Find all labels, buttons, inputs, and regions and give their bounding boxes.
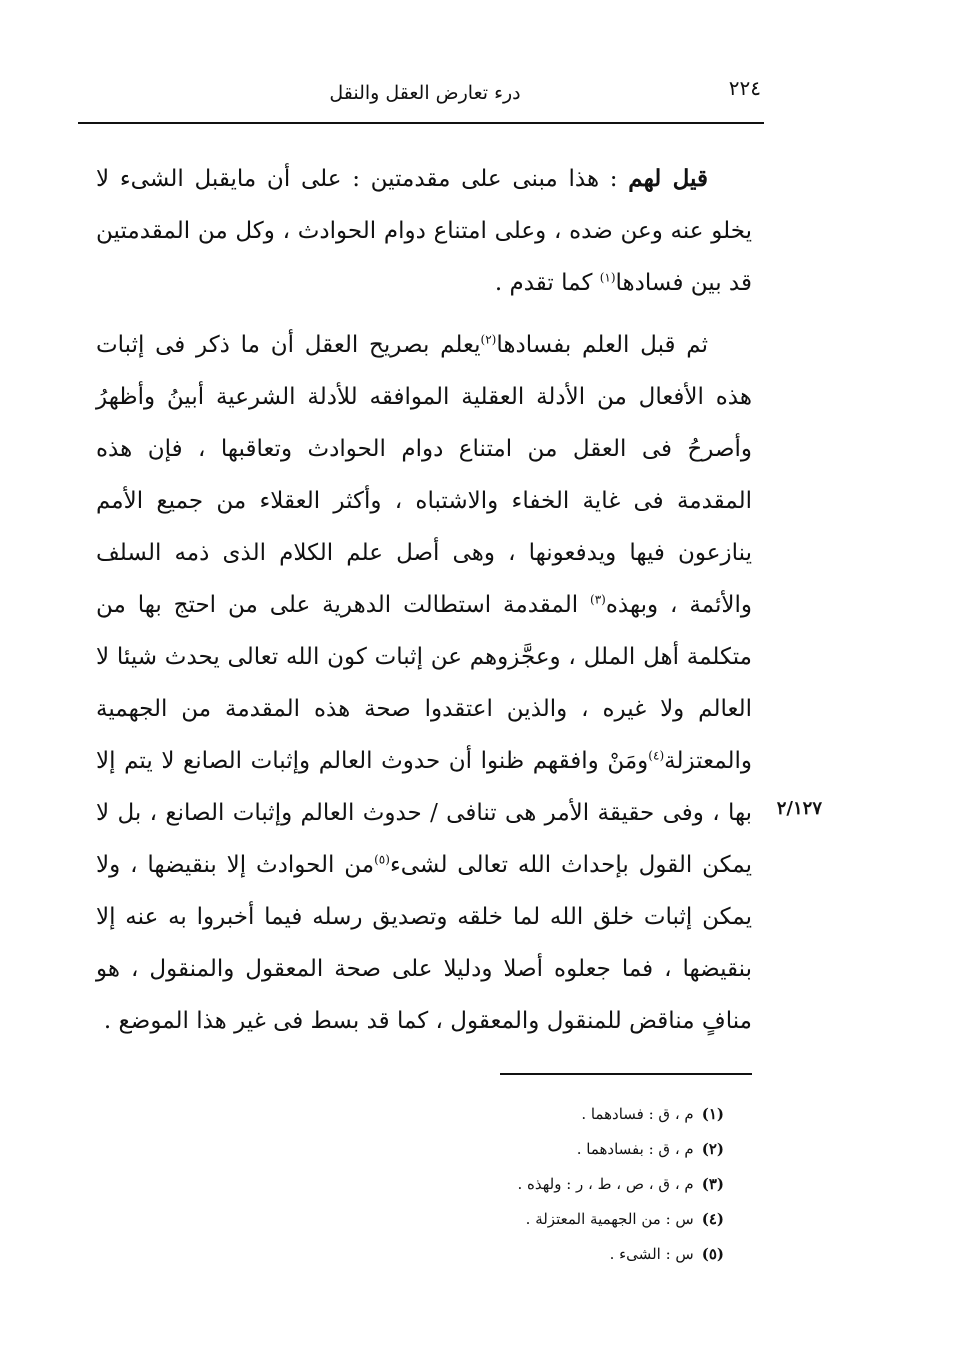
footnote-number: (١) (701, 1105, 724, 1123)
footnote-ref: (٣) (590, 592, 606, 607)
footnote (364, 1097, 724, 1132)
footnote-text: س : من الجهمية المعتزلة . (525, 1210, 694, 1228)
footnote-text: س : الشىء . (609, 1245, 694, 1263)
header-rule (78, 122, 764, 124)
footnote-text: م ، ق : فسادهما . (581, 1105, 694, 1123)
footnote-number: (٥) (701, 1245, 724, 1263)
margin-reference: ٢/١٢٧ (776, 798, 822, 819)
footnote-ref: (٥) (374, 852, 390, 867)
paragraph-text: ثم قبل العلم بفسادها (496, 332, 708, 358)
footnote (364, 1202, 724, 1237)
paragraph-text: يعلم بصريح العقل أن ما ذكر فى إثبات هذه الأفعال من الأدلة العقلية الموافقه للأدلة الشرعية أبينُ وأظهرُ وأصرحُ فى العقل من امتناع دوام الحوادث وتعاقبها ، فإن هذه المقدمة فى غاية الخفاء والاشتباه ، وأكثر العقلاء من جميع الأمم ينازعون فيها ويدفعونها ، وهى أصل علم الكلام الذى ذمه السلف والأئمة ، وبهذه (96, 332, 752, 618)
page-number: ٢٢٤ (728, 76, 761, 100)
footnote (364, 1132, 724, 1167)
body-text (96, 153, 752, 1047)
paragraph-text: : هذا مبنى على مقدمتين : على أن مايقبل الشىء لا يخلو عنه وعن ضده ، وعلى امتناع دوام الحوادث ، وكل من المقدمتين قد بين فسادها (96, 166, 752, 296)
footnote-text: م ، ق : بفسادهما . (576, 1140, 694, 1158)
footnote-ref: (٤) (648, 748, 665, 763)
footnote-text: م ، ق ، ص ، ط ، ر : ولهذه . (517, 1175, 694, 1193)
paragraph-text: كما تقدم . (494, 270, 600, 296)
footnote (364, 1167, 724, 1202)
footnote-rule (500, 1073, 752, 1075)
paragraph-text: ومَنْ وافقهم ظنوا أن حدوث العالم وإثبات الصانع لا يتم إلا بها ، وفى حقيقة الأمر هى تنافى / حدوث العالم وإثبات الصانع ، بل لا يمكن القول بإحداث الله تعالى لشىء (96, 748, 752, 878)
paragraph-2 (96, 319, 752, 1047)
footnote-number: (٤) (701, 1210, 724, 1228)
lead-word: قيل لهم (628, 165, 708, 192)
footnote-number: (٢) (701, 1140, 724, 1158)
footnotes (364, 1097, 724, 1272)
paragraph-text: المقدمة استطالت الدهرية على من احتج بها من متكلمة أهل الملل ، وعجَّزوهم عن إثبات كون الله تعالى يحدث شيئا لا العالم ولا غيره ، والذين اعتقدوا صحة هذه المقدمة من الجهمية والمعتزلة (96, 592, 752, 774)
running-title: درء تعارض العقل والنقل (329, 82, 521, 104)
paragraph-1 (96, 153, 752, 309)
footnote (364, 1237, 724, 1272)
footnote-ref: (٢) (480, 332, 497, 347)
footnote-number: (٣) (701, 1175, 724, 1193)
footnote-ref: (١) (599, 270, 616, 285)
paragraph-text: من الحوادث إلا بنقيضها ، ولا يمكن إثبات خلق الله لما خلقه وتصديق رسله فيما أخبروا به عنه إلا بنقيضها ، فما جعلوه أصلا ودليلا على صحة المعقول والمنقول ، هو منافٍ مناقض للمنقول والمعقول ، كما قد بسط فى غير هذا الموضع . (96, 852, 752, 1034)
